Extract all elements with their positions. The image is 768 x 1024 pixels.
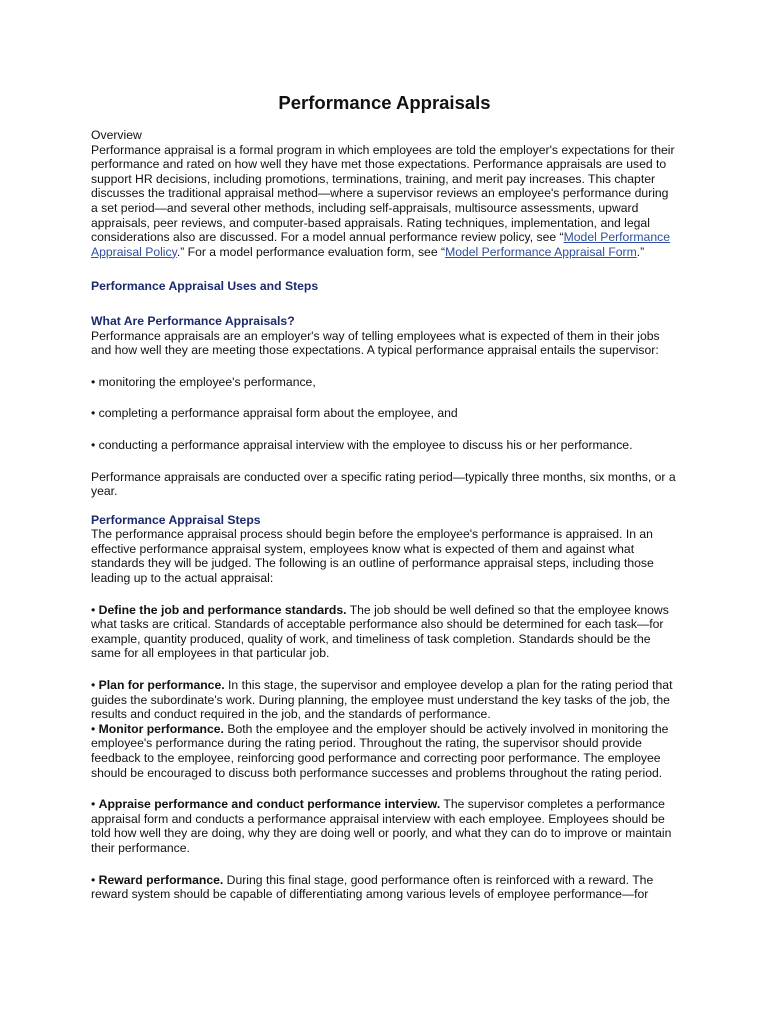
list-item: • completing a performance appraisal form about the employee, and [91, 406, 458, 421]
overview-text-2: .” For a model performance evaluation form, see “ [176, 244, 446, 259]
what-heading: What Are Performance Appraisals? [91, 313, 295, 328]
overview-paragraph [91, 143, 678, 260]
what-paragraph: Performance appraisals are an employer's way of telling employees what is expected of them in their jobs and how well they are meeting those expectations. A typical performance appraisal entails the supervisor: [91, 328, 660, 358]
step-text: Both the employee and the employer should be actively involved in monitoring the employee's performance during the rating period. Throughout the rating, the supervisor should provide feedback to the employee, reinforcing good performance and correcting poor performance. The employee should be encouraged to discuss both performance successes and problems throughout the rating period. [91, 721, 669, 780]
step-bullet: • [91, 721, 99, 736]
section-heading: Performance Appraisal Uses and Steps [91, 279, 319, 294]
model-policy-link[interactable]: Model Performance Appraisal Policy [91, 230, 670, 259]
step-title: Monitor performance. [98, 721, 224, 736]
step-title: Reward performance. [98, 872, 224, 887]
step-bullet: • [91, 602, 99, 617]
step-text: The job should be well defined so that the employee knows what tasks are critical. Standards of acceptable performance also should be determined for each task—for example, quantity produced, quality of work, and timeliness of task completion. Standards should be the same for all employees in that particular job. [91, 602, 669, 661]
step-text: During this final stage, good performance often is reinforced with a reward. The reward system should be capable of differentiating among various levels of employee performance—for [91, 872, 654, 902]
step-item [91, 678, 678, 722]
step-item [91, 603, 678, 661]
page-title: Performance Appraisals [278, 92, 491, 113]
step-bullet: • [91, 872, 99, 887]
step-text: In this stage, the supervisor and employee develop a plan for the rating period that guides the subordinate's work. During planning, the employee must understand the key tasks of the job, the results and conduct required in the job, and the standards of performance. [91, 678, 673, 722]
step-text: The supervisor completes a performance appraisal form and conducts a performance appraisal interview with each employee. Employees should be told how well they are doing, why they are doing well or poorly, and what they can do to improve or maintain their performance. [91, 797, 672, 855]
steps-heading: Performance Appraisal Steps [91, 512, 261, 527]
overview-text-3: .” [636, 244, 645, 259]
model-form-link[interactable]: Model Performance Appraisal Form [445, 244, 637, 259]
step-bullet: • [91, 678, 99, 693]
step-item [91, 722, 678, 780]
overview-label: Overview [91, 128, 142, 142]
step-item [91, 873, 678, 902]
list-item: • conducting a performance appraisal interview with the employee to discuss his or her performance. [91, 437, 633, 452]
step-bullet: • [91, 797, 99, 812]
step-title: Define the job and performance standards. [98, 602, 347, 617]
step-item [91, 797, 678, 855]
steps-intro-paragraph: The performance appraisal process should begin before the employee's performance is appraised. In an effective performance appraisal system, employees know what is expected of them and against what standards they will be judged. The following is an outline of performance appraisal steps, including those leading up to the actual appraisal: [91, 527, 654, 586]
overview-text-1: Performance appraisal is a formal program in which employees are told the employer's expectations for their performance and rated on how well they have met those expectations. Performance appraisals are used to support HR decisions, including promotions, terminations, training, and merit pay increases. This chapter discusses the traditional appraisal method—where a supervisor reviews an employee's performance during a set period—and several other methods, including self-appraisals, multisource assessments, upward appraisals, peer reviews, and computer-based appraisals. Rating techniques, implementation, and legal considerations also are discussed. For a model annual performance review policy, see “ [91, 142, 675, 245]
period-paragraph: Performance appraisals are conducted over a specific rating period—typically three months, six months, or a year. [91, 469, 676, 499]
step-title: Appraise performance and conduct performance interview. [98, 797, 441, 812]
list-item: • monitoring the employee's performance, [91, 374, 316, 389]
step-title: Plan for performance. [98, 678, 225, 693]
